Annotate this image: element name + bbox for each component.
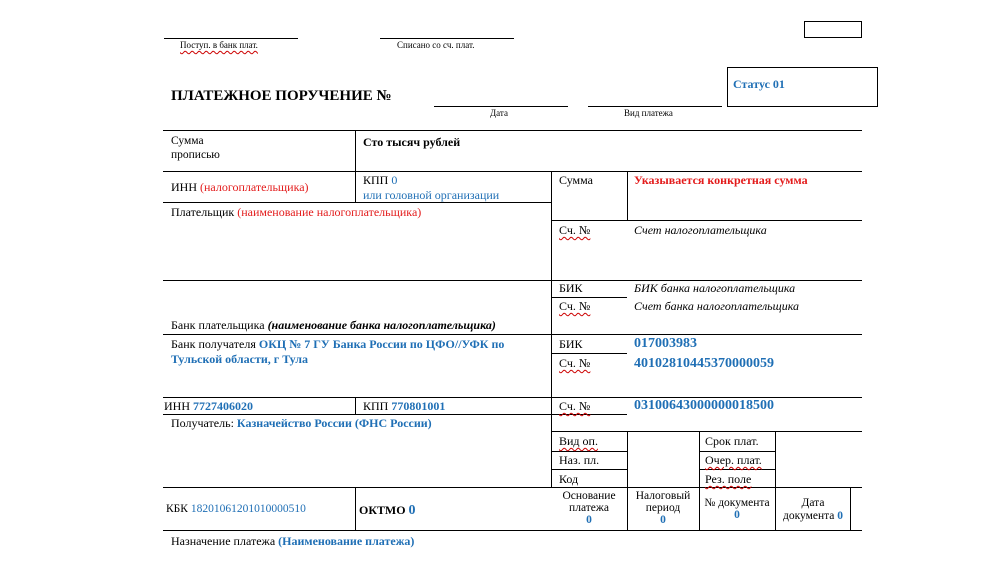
- payer-kpp-note: или головной организации: [363, 188, 500, 202]
- received-line: [164, 38, 298, 39]
- date-line: [434, 106, 568, 107]
- payer-inn: ИНН (налогоплательщика): [171, 180, 309, 194]
- payer-name: Плательщик (наименование налогоплательщика): [171, 205, 422, 219]
- tax-period-field: Налоговый период 0: [635, 490, 691, 526]
- kbk-field: КБК 18201061201010000510: [166, 503, 306, 515]
- recipient-name: Получатель: Казначейство России (ФНС России): [171, 416, 432, 430]
- oktmo-field: ОКТМО 0: [359, 503, 416, 518]
- payer-bik-value: БИК банка налогоплательщика: [634, 281, 796, 295]
- received-label: Поступ. в банк плат.: [180, 40, 258, 50]
- date-label: Дата: [490, 108, 508, 118]
- payer-bank-account-label: Сч. №: [559, 299, 591, 313]
- payer-bik-label: БИК: [559, 281, 583, 295]
- recipient-account-value: 03100643000000018500: [634, 398, 774, 413]
- code-label: Код: [559, 472, 579, 486]
- status-value: Статус 01: [733, 77, 785, 91]
- payer-bank-account-value: Счет банка налогоплательщика: [634, 299, 800, 313]
- payer-account-value: Счет налогоплательщика: [634, 223, 767, 237]
- amount-words-label-2: прописью: [171, 149, 220, 161]
- doc-number-field: № документа 0: [704, 497, 770, 521]
- form-code-box: [804, 21, 862, 38]
- recipient-bank-account-value: 40102810445370000059: [634, 356, 774, 371]
- recipient-bank-account-label: Сч. №: [559, 356, 591, 370]
- payer-bank: Банк плательщика (наименование банка налогоплательщика): [171, 318, 496, 332]
- doc-date-field: Дата документа 0: [782, 497, 844, 522]
- purpose-code-label: Наз. пл.: [559, 453, 600, 467]
- payer-kpp: КПП 0: [363, 173, 398, 187]
- recipient-bank: Банк получателя ОКЦ № 7 ГУ Банка России по ЦФО//УФК по: [171, 337, 505, 351]
- payment-type-line: [588, 106, 722, 107]
- amount-words-value: Сто тысяч рублей: [363, 135, 461, 149]
- page-title: ПЛАТЕЖНОЕ ПОРУЧЕНИЕ №: [171, 88, 392, 104]
- debited-line: [380, 38, 514, 39]
- payer-account-label: Сч. №: [559, 223, 591, 237]
- recipient-bik-value: 017003983: [634, 336, 697, 351]
- recipient-kpp: КПП 770801001: [363, 399, 446, 413]
- debited-label: Списано со сч. плат.: [397, 40, 475, 50]
- payer-amount-label: Сумма: [559, 173, 593, 187]
- basis-field: Основание платежа 0: [562, 490, 616, 526]
- reserve-field-label: Рез. поле: [705, 472, 752, 486]
- recipient-bik-label: БИК: [559, 337, 583, 351]
- op-type-label: Вид оп.: [559, 434, 598, 448]
- payment-type-label: Вид платежа: [624, 108, 673, 118]
- recipient-bank-line2: Тульской области, г Тула: [171, 352, 309, 366]
- payer-amount-value: Указывается конкретная сумма: [634, 173, 808, 187]
- order-label: Очер. плат.: [705, 453, 762, 467]
- due-date-label: Срок плат.: [705, 434, 759, 448]
- recipient-inn: ИНН 7727406020: [164, 399, 253, 413]
- amount-words-label: Сумма: [171, 135, 204, 147]
- recipient-account-label: Сч. №: [559, 399, 591, 413]
- payment-purpose: Назначение платежа (Наименование платежа): [171, 534, 415, 548]
